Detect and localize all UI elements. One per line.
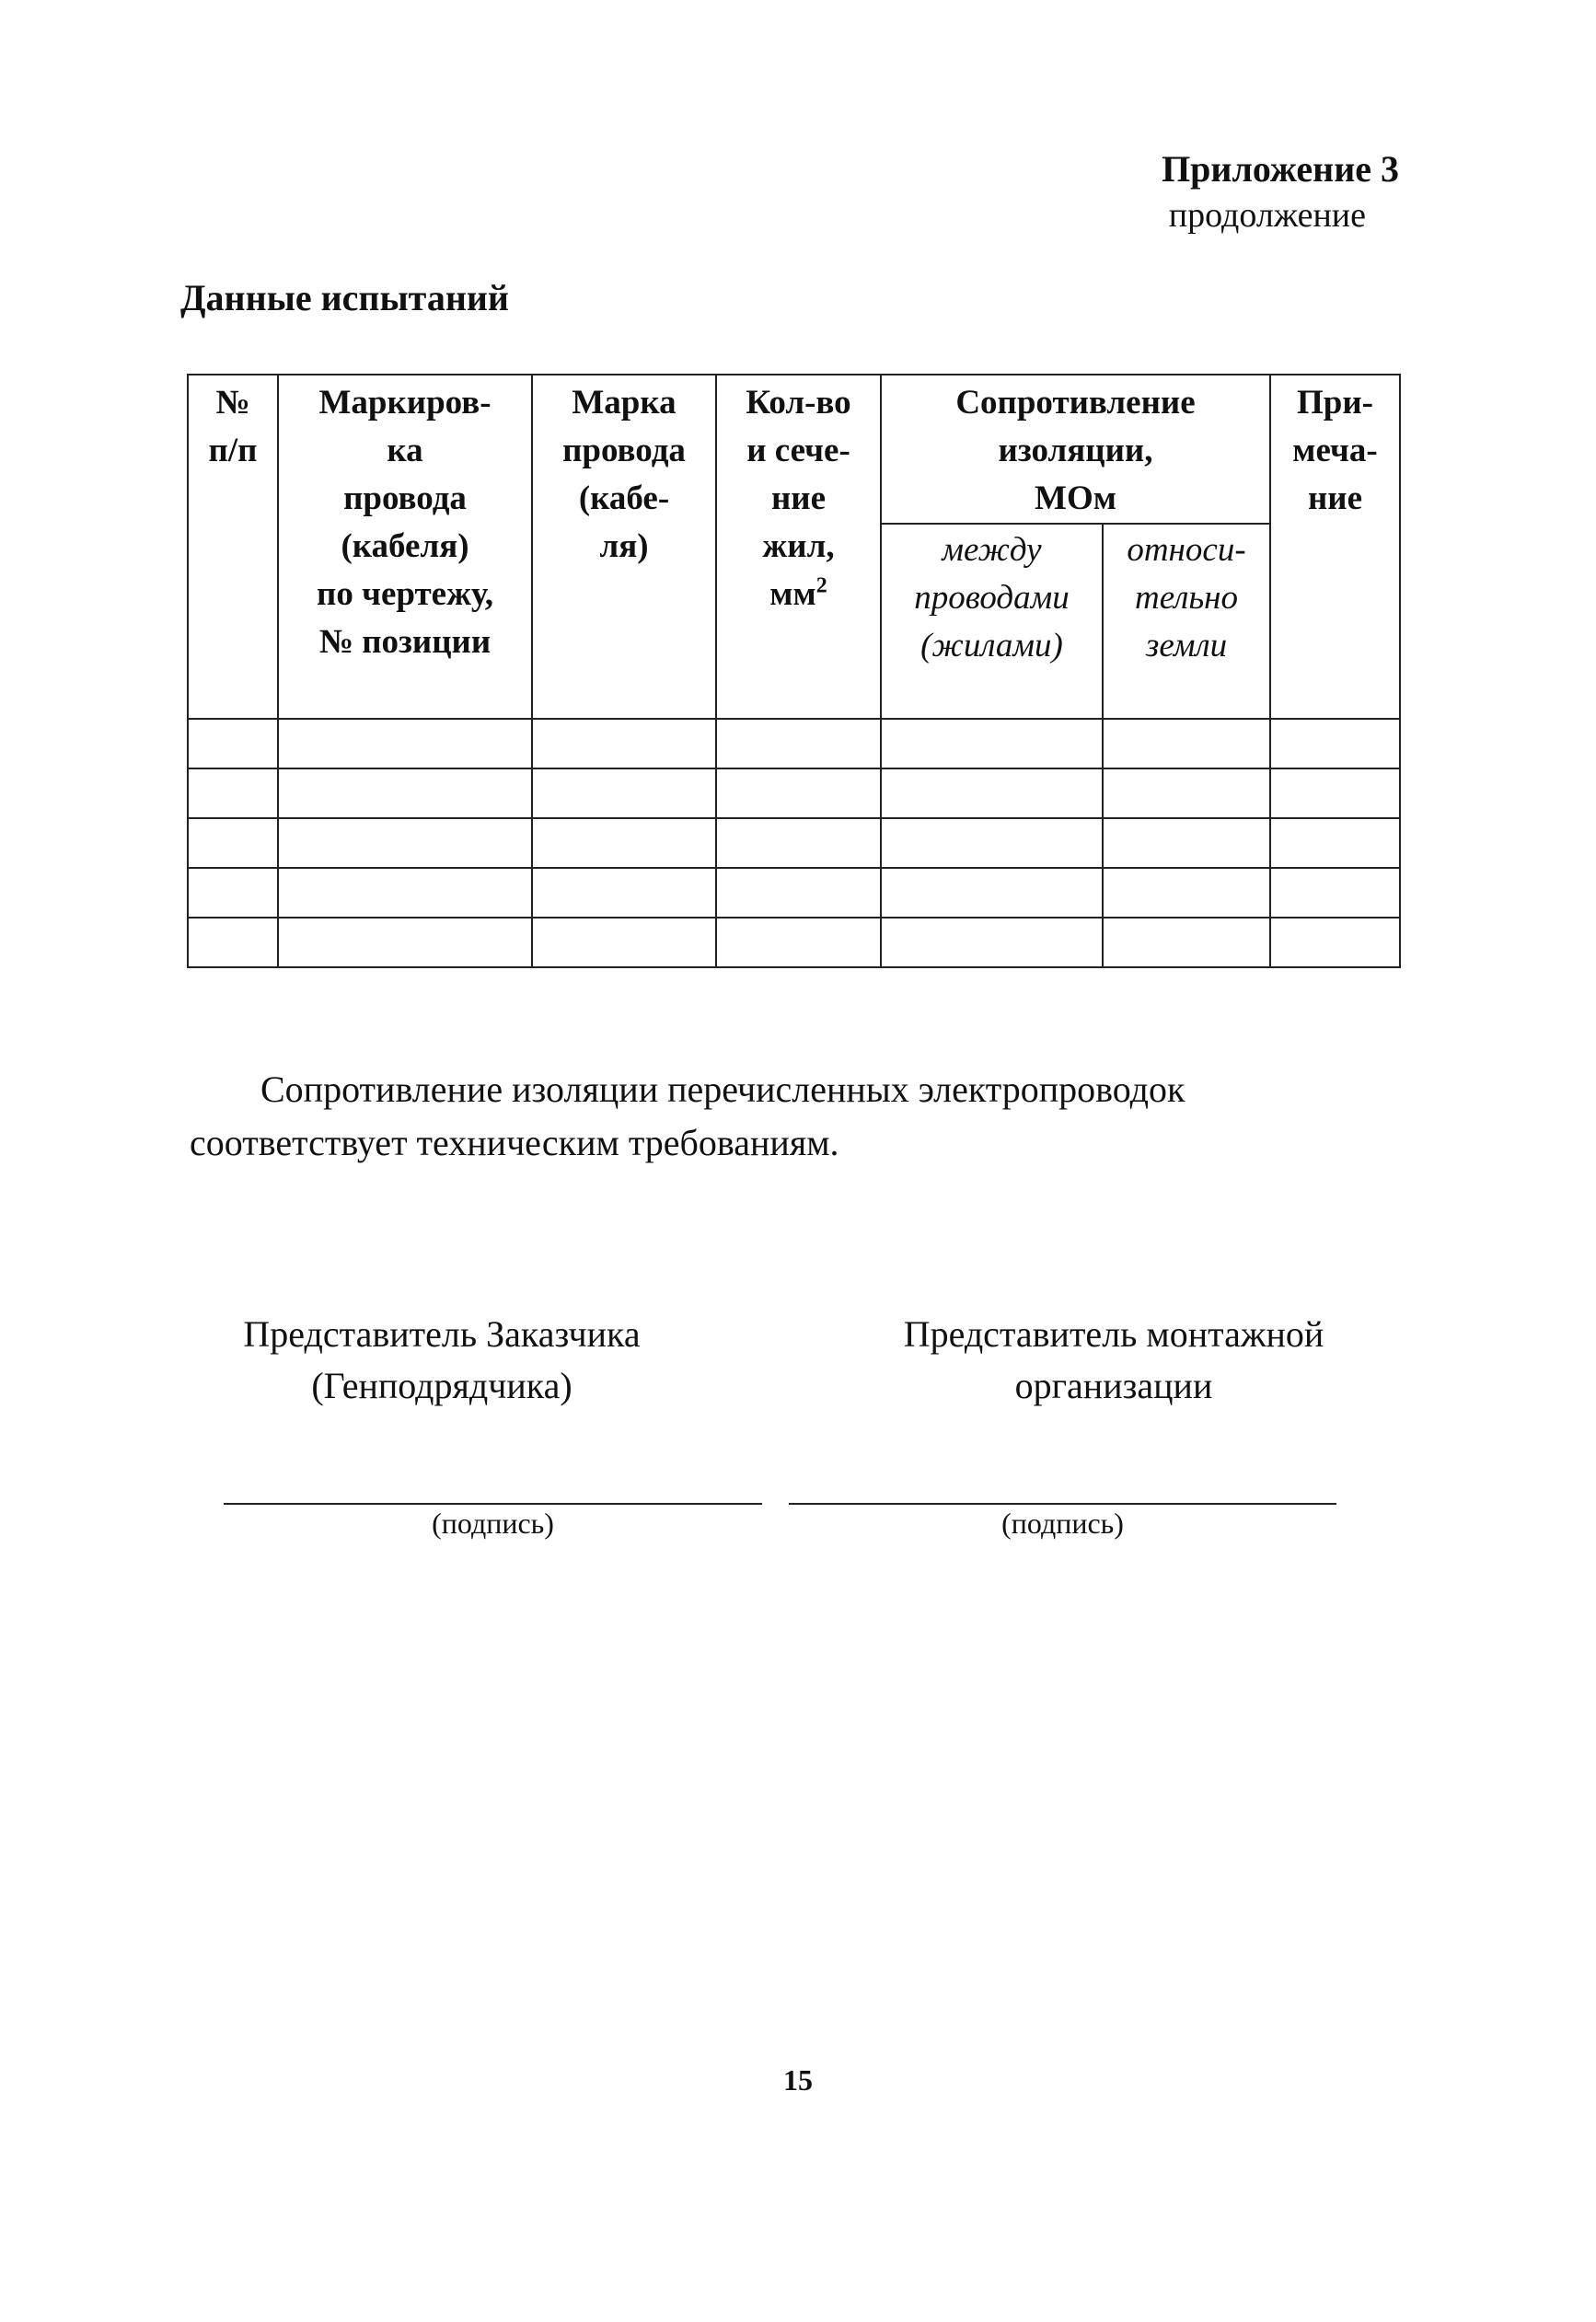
signature-caption: (подпись)	[432, 1507, 554, 1540]
table-cell[interactable]	[188, 768, 278, 818]
appendix-subtitle: продолжение	[1168, 196, 1366, 235]
table-cell[interactable]	[188, 868, 278, 918]
table-cell[interactable]	[532, 768, 716, 818]
table-row	[188, 719, 1400, 768]
test-data-table	[187, 374, 1401, 968]
conclusion-text: соответствует техническим требованиям.	[190, 1122, 839, 1163]
header-number: № п/п	[188, 375, 278, 719]
table-cell[interactable]	[278, 768, 532, 818]
table-row	[188, 768, 1400, 818]
table-cell[interactable]	[1270, 818, 1400, 868]
table-cell[interactable]	[716, 818, 881, 868]
customer-signature-line[interactable]	[224, 1503, 762, 1505]
table-cell[interactable]	[278, 918, 532, 967]
header-relative-to-ground: относи- тельно земли	[1103, 524, 1270, 719]
table-row	[188, 868, 1400, 918]
header-cores-section: Кол-во и сече- ние жил, $мм^2$	[716, 375, 881, 719]
header-between-wires: между проводами (жилами)	[881, 524, 1103, 719]
table-cell[interactable]	[881, 818, 1103, 868]
page-number: 15	[783, 2063, 813, 2097]
table-cell[interactable]	[278, 719, 532, 768]
header-wire-brand: Марка провода (кабе- ля)	[532, 375, 716, 719]
table-cell[interactable]	[278, 818, 532, 868]
header-note: При- меча- ние	[1270, 375, 1400, 719]
table-cell[interactable]	[1103, 719, 1270, 768]
table-cell[interactable]	[532, 868, 716, 918]
section-title: Данные испытаний	[180, 277, 509, 318]
table-row	[188, 818, 1400, 868]
table-cell[interactable]	[1103, 818, 1270, 868]
table-cell[interactable]	[881, 918, 1103, 967]
signature-caption: (подпись)	[1001, 1507, 1124, 1540]
table-cell[interactable]	[188, 818, 278, 868]
table-cell[interactable]	[1270, 768, 1400, 818]
table-cell[interactable]	[188, 918, 278, 967]
table-cell[interactable]	[1103, 918, 1270, 967]
table-cell[interactable]	[532, 818, 716, 868]
header-wire-marking: Маркиров- ка провода (кабеля) по чертежу, № позиции	[278, 375, 532, 719]
table-cell[interactable]	[716, 868, 881, 918]
table-cell[interactable]	[1270, 918, 1400, 967]
installer-signature-line[interactable]	[789, 1503, 1336, 1505]
table-cell[interactable]	[1270, 719, 1400, 768]
table-cell[interactable]	[716, 719, 881, 768]
table-cell[interactable]	[716, 768, 881, 818]
table-row	[188, 918, 1400, 967]
table-cell[interactable]	[1103, 768, 1270, 818]
table-cell[interactable]	[881, 768, 1103, 818]
table-cell[interactable]	[881, 719, 1103, 768]
table-cell[interactable]	[188, 719, 278, 768]
appendix-title: Приложение 3	[1162, 148, 1399, 190]
table-cell[interactable]	[278, 868, 532, 918]
table-cell[interactable]	[532, 719, 716, 768]
conclusion-text: Сопротивление изоляции перечисленных электропроводок	[260, 1069, 1185, 1110]
table-cell[interactable]	[1103, 868, 1270, 918]
table-cell[interactable]	[716, 918, 881, 967]
unit-superscript: 2	[815, 573, 827, 598]
table-cell[interactable]	[1270, 868, 1400, 918]
table-cell[interactable]	[881, 868, 1103, 918]
table-cell[interactable]	[532, 918, 716, 967]
installer-representative-label: Представитель монтажной организации	[903, 1313, 1324, 1406]
header-insulation-resistance: Сопротивление изоляции, МОм	[881, 375, 1270, 524]
customer-representative-label: Представитель Заказчика (Генподрядчика)	[243, 1313, 641, 1406]
